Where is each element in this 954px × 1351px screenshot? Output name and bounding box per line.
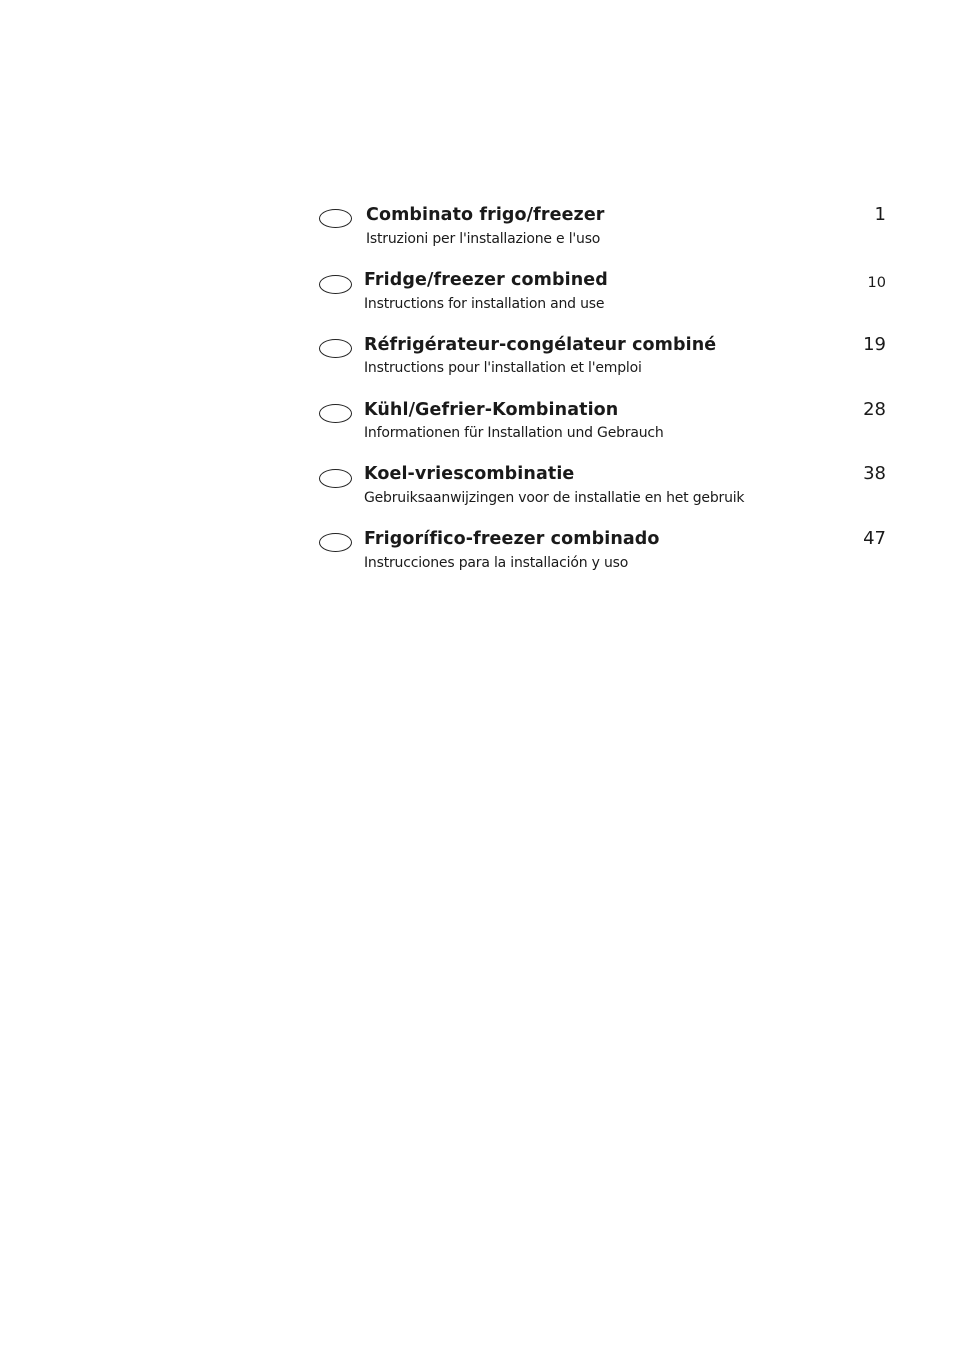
entry-page-number: 10 — [867, 275, 886, 291]
language-oval-icon — [319, 533, 352, 552]
entry-page-number: 19 — [863, 334, 886, 355]
entry-title: Frigorífico-freezer combinado — [364, 529, 660, 549]
language-oval-icon — [319, 339, 352, 358]
language-oval-icon — [319, 275, 352, 294]
entry-subtitle: Instructions for installation and use — [364, 296, 605, 312]
entry-page-number: 28 — [863, 399, 886, 420]
toc-entry-dutch — [318, 463, 888, 521]
language-oval-icon — [319, 404, 352, 423]
entry-subtitle: Gebruiksaanwijzingen voor de installatie en het gebruik — [364, 490, 745, 506]
toc-entry-french — [318, 334, 888, 392]
entry-subtitle: Informationen für Installation und Gebrauch — [364, 425, 664, 441]
entry-title: Kühl/Gefrier-Kombination — [364, 400, 619, 420]
entry-page-number: 47 — [863, 528, 886, 549]
toc-entry-english — [318, 269, 888, 327]
language-oval-icon — [319, 209, 352, 228]
entry-page-number: 38 — [863, 463, 886, 484]
toc-entry-italian — [318, 204, 888, 262]
toc-entry-german — [318, 399, 888, 457]
entry-page-number: 1 — [874, 204, 886, 225]
entry-subtitle: Istruzioni per l'installazione e l'uso — [366, 231, 601, 247]
entry-title: Réfrigérateur-congélateur combiné — [364, 335, 717, 355]
entry-subtitle: Instrucciones para la installación y uso — [364, 555, 629, 571]
toc-entry-spanish — [318, 528, 888, 586]
entry-subtitle: Instructions pour l'installation et l'emploi — [364, 360, 642, 376]
entry-title: Fridge/freezer combined — [364, 270, 608, 290]
language-oval-icon — [319, 469, 352, 488]
entry-title: Koel-vriescombinatie — [364, 464, 575, 484]
entry-title: Combinato frigo/freezer — [366, 205, 605, 225]
